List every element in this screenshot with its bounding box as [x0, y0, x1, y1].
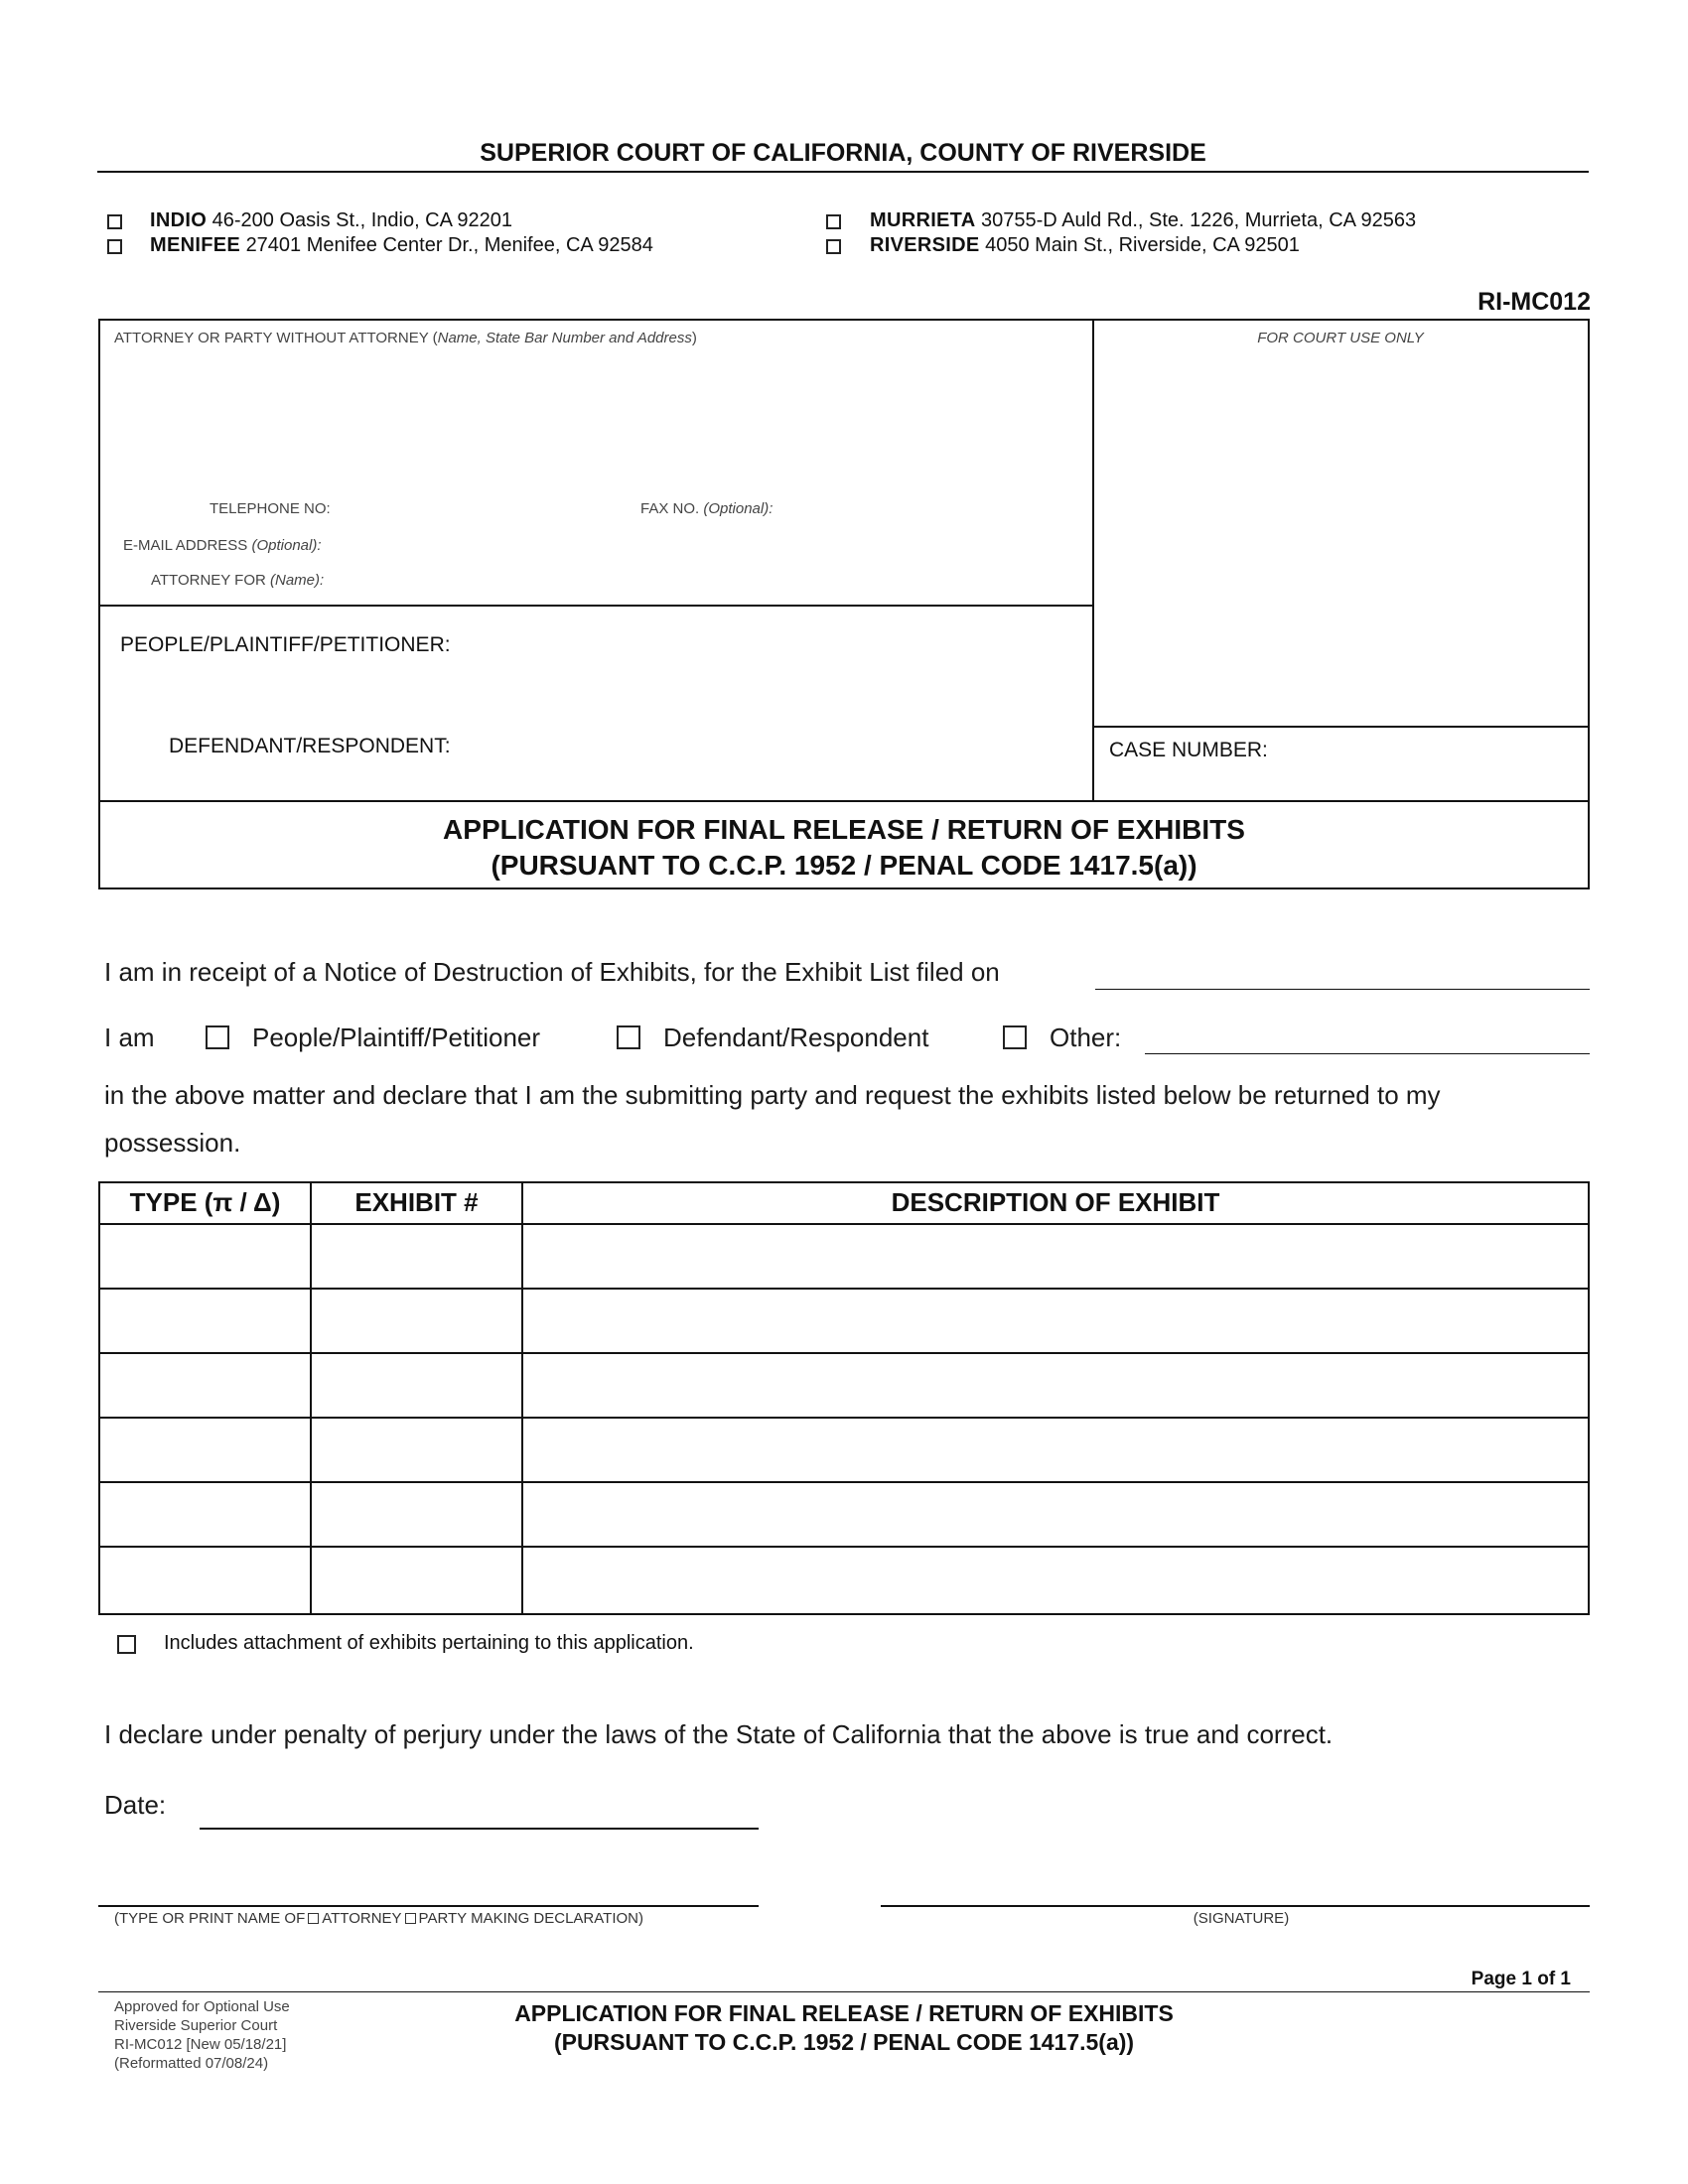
- murrieta-checkbox[interactable]: [826, 214, 841, 229]
- location-address: 4050 Main St., Riverside, CA 92501: [985, 234, 1300, 256]
- menifee-checkbox[interactable]: [107, 239, 122, 254]
- perjury-statement: I declare under penalty of perjury under the laws of the State of California that the above is true and correct.: [104, 1719, 1334, 1749]
- type-cell[interactable]: [100, 1290, 310, 1350]
- location-name: INDIO: [150, 209, 208, 231]
- form-title-line1: APPLICATION FOR FINAL RELEASE / RETURN OF EXHIBITS: [443, 814, 1245, 845]
- court-title: SUPERIOR COURT OF CALIFORNIA, COUNTY OF RIVERSIDE: [480, 139, 1206, 167]
- court-use-label: FOR COURT USE ONLY: [1257, 330, 1424, 346]
- col-header-exhibit: EXHIBIT #: [354, 1187, 479, 1217]
- form-title-line2: (PURSUANT TO C.C.P. 1952 / PENAL CODE 1417.5(a)): [491, 850, 1197, 881]
- location-address: 27401 Menifee Center Dr., Menifee, CA 92584: [245, 234, 653, 256]
- footer-court: Riverside Superior Court: [114, 2017, 278, 2034]
- defendant-input[interactable]: [477, 731, 1072, 760]
- description-cell[interactable]: [523, 1548, 1588, 1608]
- exhibit-cell[interactable]: [312, 1290, 521, 1350]
- matter-line-2: possession.: [104, 1128, 241, 1158]
- header-rule: [97, 171, 1589, 173]
- plaintiff-option-label: People/Plaintiff/Petitioner: [252, 1023, 541, 1052]
- other-checkbox[interactable]: [1003, 1025, 1027, 1049]
- description-cell[interactable]: [523, 1290, 1588, 1350]
- matter-statement: [104, 1071, 1441, 1166]
- attachment-checkbox[interactable]: [117, 1635, 136, 1654]
- receipt-statement: I am in receipt of a Notice of Destruction of Exhibits, for the Exhibit List filed on: [104, 957, 1000, 987]
- defendant-option-label: Defendant/Respondent: [663, 1023, 929, 1052]
- exhibit-cell[interactable]: [312, 1354, 521, 1415]
- indio-checkbox[interactable]: [107, 214, 122, 229]
- caption-divider: [1092, 319, 1094, 802]
- location-address: 30755-D Auld Rd., Ste. 1226, Murrieta, CA 92563: [981, 209, 1417, 231]
- name-party-checkbox[interactable]: [405, 1913, 416, 1924]
- description-cell[interactable]: [523, 1483, 1588, 1544]
- plaintiff-checkbox[interactable]: [206, 1025, 229, 1049]
- signature-line[interactable]: [881, 1905, 1590, 1907]
- type-cell[interactable]: [100, 1419, 310, 1479]
- type-cell[interactable]: [100, 1225, 310, 1286]
- attachment-label: Includes attachment of exhibits pertaining to this application.: [164, 1632, 694, 1654]
- footer-approved: Approved for Optional Use: [114, 1998, 290, 2015]
- type-cell[interactable]: [100, 1354, 310, 1415]
- i-am-label: I am: [104, 1023, 155, 1052]
- footer-title: [397, 1999, 1291, 2057]
- footer-reformatted: (Reformatted 07/08/24): [114, 2055, 269, 2072]
- footer-form-rev: RI-MC012 [New 05/18/21]: [114, 2036, 287, 2053]
- email-input[interactable]: [352, 531, 1077, 555]
- type-cell[interactable]: [100, 1483, 310, 1544]
- defendant-checkbox[interactable]: [617, 1025, 640, 1049]
- fax-label: FAX NO. (Optional):: [640, 500, 774, 517]
- col-header-description: DESCRIPTION OF EXHIBIT: [891, 1187, 1220, 1217]
- attorney-for-input[interactable]: [352, 566, 1077, 590]
- printed-name-line[interactable]: [98, 1905, 759, 1907]
- name-attorney-checkbox[interactable]: [308, 1913, 319, 1924]
- plaintiff-label: PEOPLE/PLAINTIFF/PETITIONER:: [120, 633, 451, 656]
- attorney-for-label: ATTORNEY FOR (Name):: [151, 572, 325, 589]
- exhibit-cell[interactable]: [312, 1483, 521, 1544]
- caption-bottom-rule: [98, 800, 1590, 802]
- defendant-label: DEFENDANT/RESPONDENT:: [169, 735, 451, 757]
- exhibit-cell[interactable]: [312, 1548, 521, 1608]
- location-name: RIVERSIDE: [870, 234, 980, 256]
- attorney-label: ATTORNEY OR PARTY WITHOUT ATTORNEY (Name, State Bar Number and Address): [114, 330, 697, 346]
- form-id: RI-MC012: [1477, 288, 1591, 316]
- location-address: 46-200 Oasis St., Indio, CA 92201: [211, 209, 513, 231]
- telephone-input[interactable]: [352, 494, 621, 518]
- description-cell[interactable]: [523, 1354, 1588, 1415]
- footer-rule: [98, 1991, 1590, 1992]
- description-cell[interactable]: [523, 1419, 1588, 1479]
- footer-approval-block: [114, 1997, 290, 2073]
- signature-caption: (SIGNATURE): [1193, 1910, 1290, 1927]
- plaintiff-input[interactable]: [477, 629, 1072, 659]
- footer-title-line2: (PURSUANT TO C.C.P. 1952 / PENAL CODE 1417.5(a)): [553, 2029, 1135, 2055]
- date-input-line[interactable]: [200, 1828, 759, 1830]
- form-title: [98, 812, 1590, 884]
- other-option-label: Other:: [1050, 1023, 1122, 1052]
- exhibit-cell[interactable]: [312, 1419, 521, 1479]
- description-cell[interactable]: [523, 1225, 1588, 1286]
- other-input-line[interactable]: [1145, 1053, 1590, 1054]
- case-number-input[interactable]: [1281, 735, 1579, 764]
- attorney-entry-area[interactable]: [114, 352, 1077, 481]
- riverside-checkbox[interactable]: [826, 239, 841, 254]
- location-name: MURRIETA: [870, 209, 976, 231]
- email-label: E-MAIL ADDRESS (Optional):: [123, 537, 322, 554]
- attorney-section-rule: [98, 605, 1093, 607]
- case-number-rule: [1092, 726, 1590, 728]
- exhibit-cell[interactable]: [312, 1225, 521, 1286]
- location-name: MENIFEE: [150, 234, 240, 256]
- case-number-label: CASE NUMBER:: [1109, 739, 1268, 761]
- fax-input[interactable]: [799, 494, 1077, 518]
- page-number: Page 1 of 1: [1471, 1969, 1571, 1989]
- exhibit-list-date-line[interactable]: [1095, 989, 1590, 990]
- col-header-type: TYPE (π / Δ): [129, 1187, 281, 1217]
- telephone-label: TELEPHONE NO:: [210, 500, 331, 517]
- type-cell[interactable]: [100, 1548, 310, 1608]
- printed-name-caption: (TYPE OR PRINT NAME OF ATTORNEY PARTY MAKING DECLARATION): [114, 1910, 643, 1927]
- matter-line-1: in the above matter and declare that I am the submitting party and request the exhibits listed below be returned to my: [104, 1080, 1441, 1110]
- date-label: Date:: [104, 1790, 167, 1820]
- footer-title-line1: APPLICATION FOR FINAL RELEASE / RETURN OF EXHIBITS: [514, 2000, 1174, 2026]
